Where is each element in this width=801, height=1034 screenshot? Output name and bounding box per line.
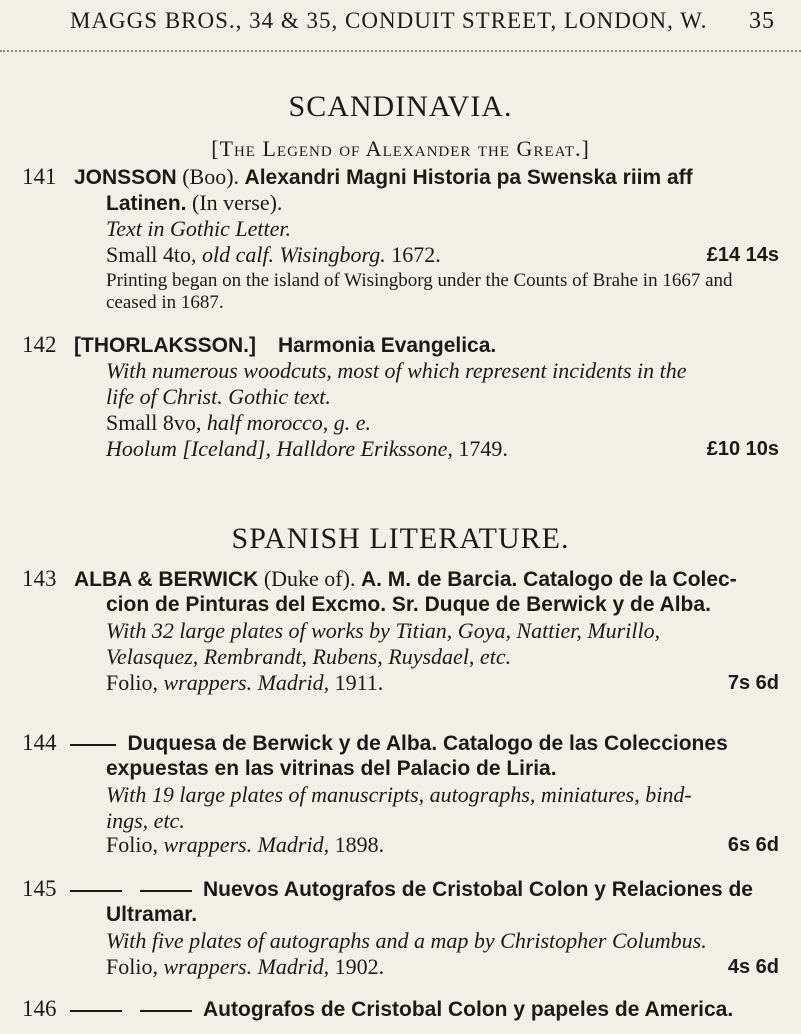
entry-title: Nuevos Autografos de Cristobal Colon y Relaciones de — [203, 878, 753, 901]
entry-desc-line2: Velasquez, Rembrandt, Rubens, Ruysdael, etc. — [106, 644, 512, 669]
entry-number: 141 — [22, 164, 57, 189]
entry-imprint-place — [106, 436, 508, 462]
running-head — [70, 8, 775, 35]
entry-number: 146 — [22, 996, 57, 1021]
entry-author-paren: (Duke of). — [263, 566, 356, 591]
running-head-text: MAGGS BROS., 34 & 35, CONDUIT STREET, LONDON, W. — [70, 8, 708, 33]
imprint-binding: wrappers. Madrid, — [163, 670, 330, 695]
entry-price: 4s 6d — [727, 956, 779, 978]
entry-title-line2-rest: (In verse). — [192, 190, 283, 215]
entry-price: £14 14s — [706, 244, 779, 266]
section-title-scandinavia: SCANDINAVIA. — [288, 90, 513, 123]
entry-price: 7s 6d — [727, 672, 779, 694]
entry-imprint — [106, 832, 384, 858]
entry-heading — [64, 876, 753, 903]
entry-number: 145 — [22, 876, 57, 901]
entry-author: JONSSON — [74, 166, 177, 189]
header-rule — [0, 50, 801, 52]
imprint-year: 1749. — [458, 436, 508, 461]
entry-note: Text in Gothic Letter. — [106, 216, 291, 241]
entry-price: £10 10s — [706, 438, 779, 460]
entry-title: Autografos de Cristobal Colon y papeles de America. — [203, 998, 734, 1021]
entry-desc-line2: ings, etc. — [106, 808, 185, 833]
entry-author: [THORLAKSSON.] — [74, 334, 256, 357]
entry-note-line2: ceased in 1687. — [106, 292, 224, 313]
entry-title-line2: cion de Pinturas del Excmo. Sr. Duque de Berwick y de Alba. — [106, 593, 711, 616]
entry-number: 143 — [22, 566, 57, 591]
entry-imprint — [106, 670, 383, 696]
imprint-format: Folio, — [106, 954, 158, 979]
ditto-dash — [140, 1010, 192, 1012]
imprint-format: Small 4to, — [106, 242, 197, 267]
entry-desc-line1: With five plates of autographs and a map by Christopher Columbus. — [106, 928, 707, 953]
imprint-year: 1898. — [334, 832, 385, 857]
entry-desc-line1: With 32 large plates of works by Titian, Goya, Nattier, Murillo, — [106, 618, 661, 643]
entry-title: Alexandri Magni Historia pa Swenska riim aff — [244, 166, 693, 189]
ditto-dash — [70, 1010, 122, 1012]
entry-title: A. M. de Barcia. Catalogo de la Colec- — [360, 568, 737, 591]
imprint-binding: old calf. Wisingborg. — [201, 242, 386, 267]
entry-number: 142 — [22, 332, 57, 357]
entry-title: Duquesa de Berwick y de Alba. Catalogo de las Colecciones — [127, 732, 728, 755]
entry-heading — [74, 164, 693, 191]
entry-title-line2: expuestas en las vitrinas del Palacio de Liria. — [106, 757, 557, 780]
imprint-format: Folio, — [106, 670, 158, 695]
ditto-dash — [70, 890, 122, 892]
page-number: 35 — [749, 8, 775, 34]
entry-heading — [64, 730, 728, 757]
entry-desc-line2: life of Christ. Gothic text. — [106, 384, 331, 409]
imprint-binding: wrappers. Madrid, — [163, 832, 330, 857]
imprint-binding: wrappers. Madrid, — [163, 954, 330, 979]
imprint-year: 1911. — [334, 670, 384, 695]
entry-heading — [64, 996, 733, 1023]
entry-desc-line1: With 19 large plates of manuscripts, autographs, miniatures, bind- — [106, 782, 692, 807]
entry-imprint — [106, 410, 371, 436]
entry-number: 144 — [22, 730, 57, 755]
entry-title-cont — [106, 190, 282, 217]
imprint-year: 1902. — [334, 954, 385, 979]
entry-author-paren: (Boo). — [182, 164, 240, 189]
entry-desc-line1: With numerous woodcuts, most of which represent incidents in the — [106, 358, 687, 383]
entry-title-line2: Ultramar. — [106, 903, 198, 926]
imprint-format: Folio, — [106, 832, 158, 857]
entry-title-line2: Latinen. — [106, 192, 187, 215]
entry-price: 6s 6d — [727, 834, 779, 856]
entry-heading — [74, 566, 737, 593]
entry-author: ALBA & BERWICK — [74, 568, 259, 591]
entry-imprint — [106, 954, 384, 980]
imprint-year: 1672. — [391, 242, 441, 267]
imprint-format: Small 8vo, — [106, 410, 202, 435]
ditto-dash — [140, 890, 192, 892]
entry-note-line1: Printing began on the island of Wisingborg under the Counts of Brahe in 1667 and — [106, 270, 733, 291]
imprint-place: Hoolum [Iceland], Halldore Erikssone, — [106, 436, 453, 461]
entry-heading — [74, 332, 496, 359]
imprint-binding: half morocco, g. e. — [206, 410, 371, 435]
entry-imprint — [106, 242, 441, 268]
entry-title: Harmonia Evangelica. — [278, 334, 497, 357]
section-title-spanish: SPANISH LITERATURE. — [231, 522, 570, 555]
section-subhead-scandinavia: [The Legend of Alexander the Great.] — [211, 136, 590, 161]
ditto-dash — [70, 744, 116, 746]
